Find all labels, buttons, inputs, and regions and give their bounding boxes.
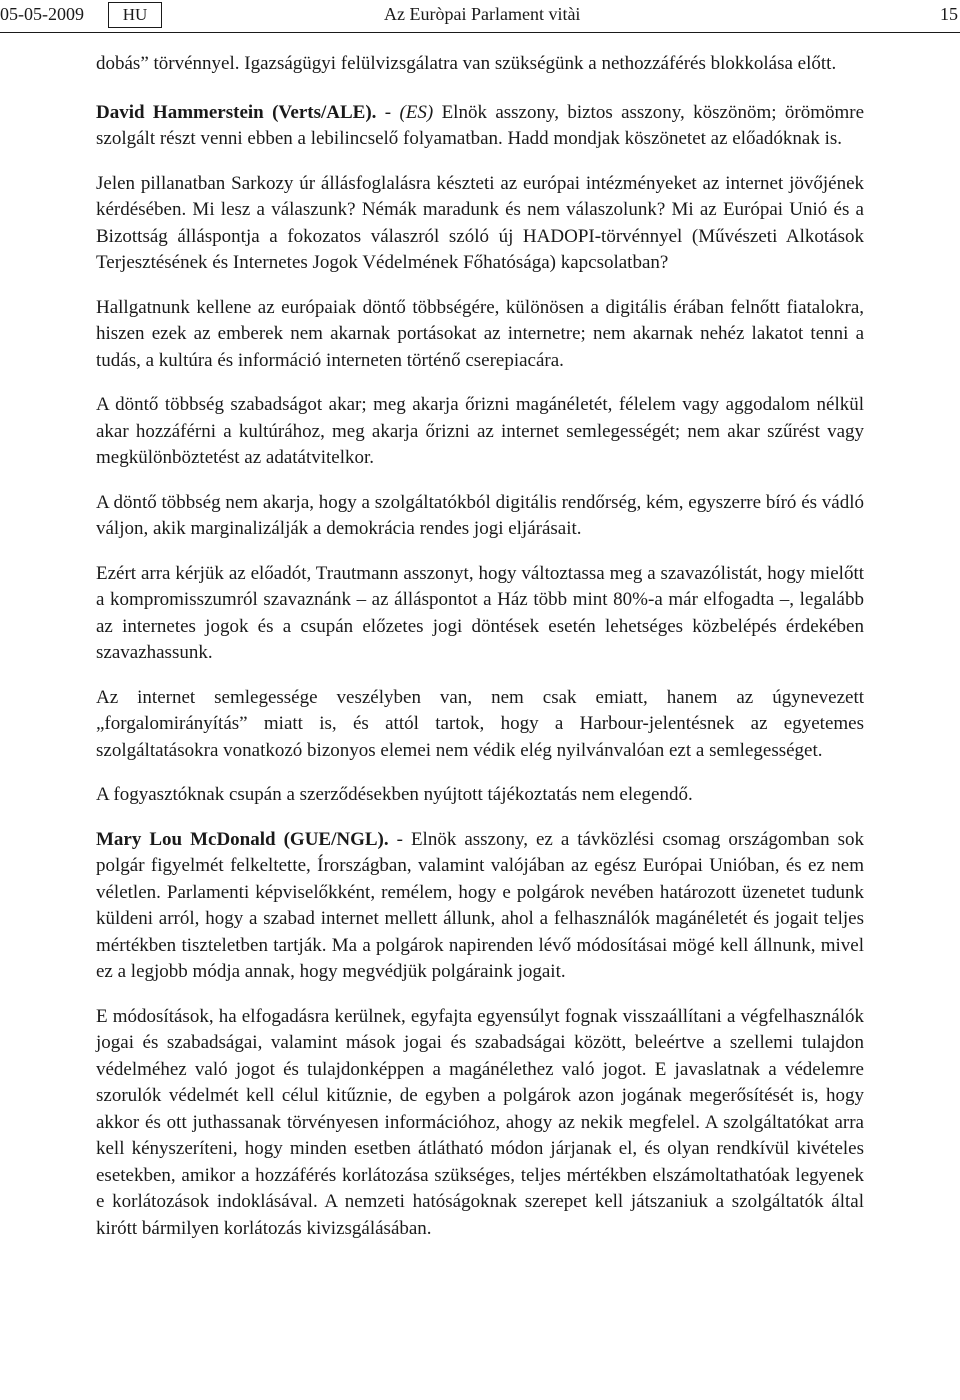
header-title: Az Euròpai Parlament vitài	[384, 4, 581, 24]
speaker-name: David Hammerstein (Verts/ALE).	[96, 101, 377, 123]
header-rule	[0, 32, 960, 33]
paragraph-8: Az internet semlegessége veszélyben van, nem csak emiatt, hanem az úgynevezett „forgalomirányítás” miatt is, és attól tartok, hogy a Harbour-jelentésnek az egyetemes szolgáltatásokra vonatkozó bizonyos elemei nem védik elég nyilvánvalóan ezt a semlegességet.	[96, 686, 864, 761]
paragraph-7: Ezért arra kérjük az előadót, Trautmann asszonyt, hogy változtassa meg a szavazólistát, hogy mielőtt a kompromisszumról szavaznánk – az álláspontot a Ház több mint 80%-a már elfogadta –, legalább az internetes jogok és a csupán előzetes jogi döntések esetén lehetséges közbelépés érdekében szavazhassunk.	[96, 562, 864, 663]
speaker-dash: -	[376, 101, 400, 123]
header-date: 05-05-2009	[0, 4, 84, 24]
document-body	[96, 51, 864, 1260]
paragraph-9: A fogyasztóknak csupán a szerződésekben nyújtott tájékoztatás nem elegendő.	[96, 784, 693, 805]
language-badge: HU	[108, 2, 162, 28]
speaker-name: Mary Lou McDonald (GUE/NGL).	[96, 828, 389, 850]
page-header	[0, 0, 960, 34]
paragraph-5: A döntő többség szabadságot akar; meg akarja őrizni magánéletét, félelem vagy aggodalom nélkül akar hozzáférni a kultúrához, meg akarja őrizni az internet semlegességét; nem akar szűrést vagy megkülönböztetést az adatátvitelkor.	[96, 394, 864, 468]
paragraph-1: dobás” törvénnyel. Igazságügyi felülvizsgálatra van szükségünk a nethozzáférés blokkolása előtt.	[96, 53, 837, 74]
paragraph-11: E módosítások, ha elfogadásra kerülnek, egyfajta egyensúlyt fognak visszaállítani a végfelhasználók jogai és szabadságai, valamint mások jogai és szabadságai között, beleértve a szellemi tulajdon védelméhez való jogot és tulajdonképpen a magánélethez való jogot. E javaslatnak a védelemre szorulók védelmét kell célul kitűznie, de egyben a polgárok azon jogának megerősítését is, hogy akkor és ott juthassanak törvényesen információhoz, ahogy az nekik megfelel. A szolgáltatókat arra kell kényszeríteni, hogy minden esetben átlátható módon járjanak el, és olyan rendkívül kivételes esetekben, amikor a hozzáférés korlátozása szükséges, teljes mértékben elszámoltathatóak legyenek e korlátozások indoklásával. A nemzeti hatóságoknak szerepet kell játszaniuk a szolgáltatók által kirótt bármilyen korlátozás kivizsgálásában.	[96, 1005, 864, 1239]
paragraph-4: Hallgatnunk kellene az európaiak döntő többségére, különösen a digitális érában felnőtt fiatalokra, hiszen ezek az emberek nem akarnak portásokat az internetre; nem akarnak nehéz lakatot tenni a tudás, a kultúra és információ interneten történő cserepiacára.	[96, 296, 864, 371]
paragraph-3: Jelen pillanatban Sarkozy úr állásfoglalásra készteti az európai intézményeket az internet jövőjének kérdésében. Mi lesz a válaszunk? Némák maradunk és nem válaszolunk? Mi az Európai Unió és a Bizottság álláspontja a fokozatos válaszról szóló új HADOPI-törvénnyel (Művészeti Alkotások Terjesztésének és Internetes Jogok Védelmének Főhatósága) kapcsolatban?	[96, 172, 864, 273]
speech-text: Elnök asszony, biztos asszony, köszönöm; örömömre szolgált részt venni ebben a lebilincselő folyamatban. Hadd mondjak köszönetet az előadóknak is.	[96, 101, 865, 149]
paragraph-2	[96, 100, 864, 153]
paragraph-6: A döntő többség nem akarja, hogy a szolgáltatókból digitális rendőrség, kém, egyszerre bíró és vádló váljon, akik marginalizálják a demokrácia rendes jogi eljárásait.	[96, 491, 864, 539]
speech-text: Elnök asszony, ez a távközlési csomag országomban sok polgár figyelmét felkeltette, Írországban, valamint valójában az egész Európai Unióban, és ez nem véletlen. Parlamenti képviselőkként, remélem, hogy e polgárok nevében határozott üzenetet tudunk küldeni arról, hogy a szabad internet mellett állunk, ahol a felhasználók magánéletét és jogait teljes mértékben tiszteletben tartják. Ma a polgárok napirenden lévő módosításai mögé kell állnunk, mivel ez a legjobb módja annak, hogy megvédjük polgáraink jogait.	[96, 828, 864, 982]
page-number: 15	[940, 4, 958, 24]
language-tag: (ES)	[399, 101, 434, 123]
speaker-dash: -	[388, 828, 411, 850]
paragraph-10	[96, 827, 864, 986]
